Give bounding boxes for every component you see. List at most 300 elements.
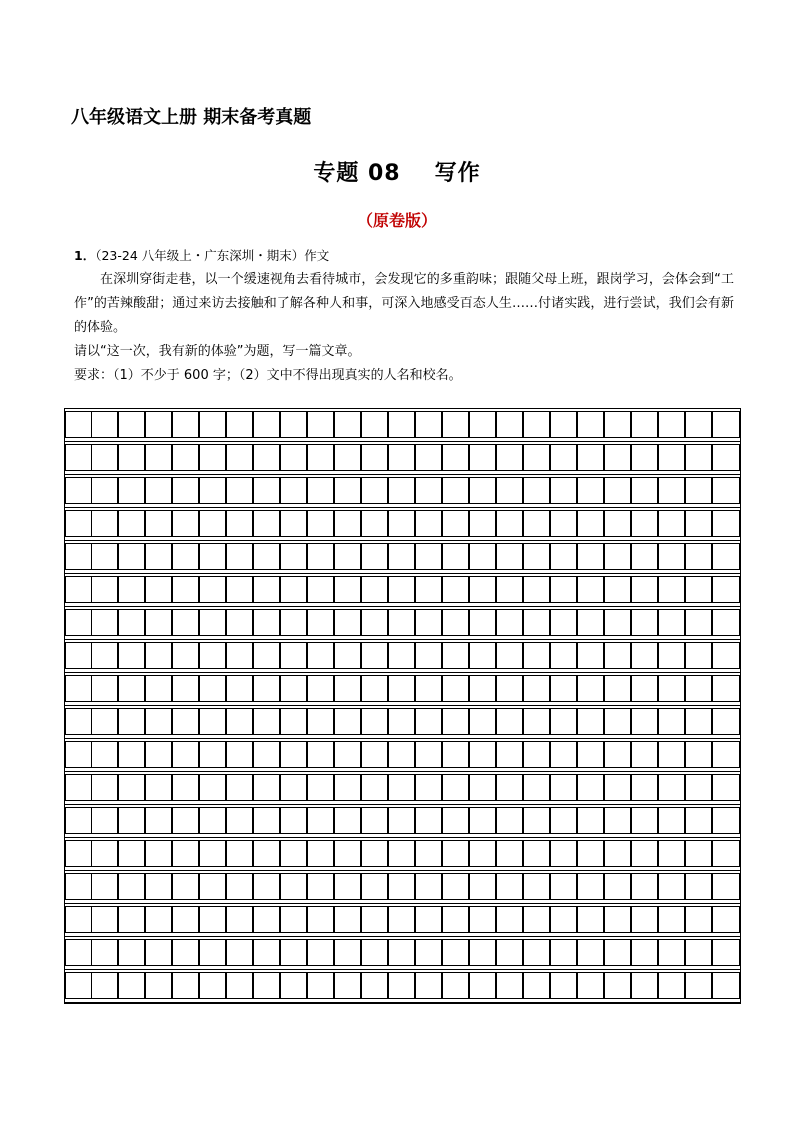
grid-cell[interactable] [388, 609, 415, 636]
grid-cell[interactable] [118, 873, 145, 900]
grid-cell[interactable] [361, 642, 388, 669]
grid-cell[interactable] [334, 972, 361, 999]
grid-cell[interactable] [361, 741, 388, 768]
grid-cell[interactable] [469, 543, 496, 570]
grid-cell[interactable] [280, 708, 307, 735]
grid-cell[interactable] [442, 840, 469, 867]
grid-cell[interactable] [145, 510, 172, 537]
grid-cell[interactable] [172, 939, 199, 966]
grid-cell[interactable] [334, 444, 361, 471]
grid-cell[interactable] [118, 510, 145, 537]
grid-cell[interactable] [199, 939, 226, 966]
grid-cell[interactable] [685, 609, 712, 636]
grid-cell[interactable] [658, 675, 685, 702]
grid-cell[interactable] [469, 840, 496, 867]
grid-cell[interactable] [685, 741, 712, 768]
grid-cell[interactable] [199, 510, 226, 537]
grid-cell[interactable] [658, 708, 685, 735]
grid-cell[interactable] [226, 510, 253, 537]
grid-cell[interactable] [685, 774, 712, 801]
grid-cell[interactable] [361, 873, 388, 900]
grid-cell[interactable] [496, 609, 523, 636]
grid-cell[interactable] [550, 477, 577, 504]
grid-cell[interactable] [550, 444, 577, 471]
grid-cell[interactable] [172, 609, 199, 636]
grid-cell[interactable] [145, 675, 172, 702]
grid-cell[interactable] [307, 510, 334, 537]
grid-cell[interactable] [91, 774, 118, 801]
grid-cell[interactable] [496, 807, 523, 834]
grid-cell[interactable] [91, 411, 118, 438]
grid-cell[interactable] [523, 873, 550, 900]
grid-cell[interactable] [145, 708, 172, 735]
grid-cell[interactable] [65, 708, 92, 735]
grid-cell[interactable] [65, 477, 92, 504]
grid-cell[interactable] [388, 543, 415, 570]
grid-cell[interactable] [307, 543, 334, 570]
grid-cell[interactable] [523, 411, 550, 438]
grid-cell[interactable] [604, 774, 631, 801]
grid-cell[interactable] [388, 807, 415, 834]
grid-cell[interactable] [604, 576, 631, 603]
grid-cell[interactable] [172, 807, 199, 834]
grid-cell[interactable] [415, 840, 442, 867]
grid-cell[interactable] [145, 972, 172, 999]
grid-cell[interactable] [334, 708, 361, 735]
grid-cell[interactable] [307, 774, 334, 801]
grid-cell[interactable] [361, 939, 388, 966]
grid-cell[interactable] [550, 675, 577, 702]
grid-cell[interactable] [469, 873, 496, 900]
grid-cell[interactable] [226, 939, 253, 966]
grid-cell[interactable] [604, 477, 631, 504]
grid-cell[interactable] [658, 543, 685, 570]
grid-cell[interactable] [415, 906, 442, 933]
grid-cell[interactable] [523, 609, 550, 636]
grid-cell[interactable] [469, 477, 496, 504]
grid-cell[interactable] [334, 477, 361, 504]
writing-grid[interactable] [64, 408, 741, 1004]
grid-cell[interactable] [631, 477, 658, 504]
grid-cell[interactable] [631, 840, 658, 867]
grid-cell[interactable] [631, 873, 658, 900]
grid-cell[interactable] [91, 642, 118, 669]
grid-cell[interactable] [172, 510, 199, 537]
grid-cell[interactable] [712, 741, 740, 768]
grid-cell[interactable] [172, 906, 199, 933]
grid-cell[interactable] [253, 807, 280, 834]
grid-cell[interactable] [469, 708, 496, 735]
grid-cell[interactable] [685, 642, 712, 669]
grid-cell[interactable] [253, 609, 280, 636]
grid-cell[interactable] [280, 543, 307, 570]
grid-cell[interactable] [65, 939, 92, 966]
grid-cell[interactable] [415, 576, 442, 603]
grid-cell[interactable] [307, 675, 334, 702]
grid-cell[interactable] [415, 939, 442, 966]
grid-cell[interactable] [334, 675, 361, 702]
grid-cell[interactable] [280, 807, 307, 834]
grid-cell[interactable] [361, 576, 388, 603]
grid-cell[interactable] [172, 675, 199, 702]
grid-cell[interactable] [631, 906, 658, 933]
grid-cell[interactable] [712, 444, 740, 471]
grid-cell[interactable] [631, 675, 658, 702]
grid-cell[interactable] [307, 609, 334, 636]
grid-cell[interactable] [658, 609, 685, 636]
grid-cell[interactable] [334, 774, 361, 801]
grid-cell[interactable] [442, 807, 469, 834]
grid-cell[interactable] [388, 510, 415, 537]
grid-cell[interactable] [469, 807, 496, 834]
grid-cell[interactable] [415, 807, 442, 834]
grid-cell[interactable] [307, 972, 334, 999]
grid-cell[interactable] [415, 972, 442, 999]
grid-cell[interactable] [145, 840, 172, 867]
grid-cell[interactable] [658, 741, 685, 768]
grid-cell[interactable] [199, 807, 226, 834]
grid-cell[interactable] [307, 477, 334, 504]
grid-cell[interactable] [604, 741, 631, 768]
grid-cell[interactable] [253, 972, 280, 999]
grid-cell[interactable] [469, 774, 496, 801]
grid-cell[interactable] [65, 444, 92, 471]
grid-cell[interactable] [118, 675, 145, 702]
grid-cell[interactable] [469, 444, 496, 471]
grid-cell[interactable] [226, 576, 253, 603]
grid-cell[interactable] [523, 774, 550, 801]
grid-cell[interactable] [253, 840, 280, 867]
grid-cell[interactable] [631, 939, 658, 966]
grid-cell[interactable] [334, 873, 361, 900]
grid-cell[interactable] [442, 411, 469, 438]
grid-cell[interactable] [118, 477, 145, 504]
grid-cell[interactable] [550, 873, 577, 900]
grid-cell[interactable] [334, 642, 361, 669]
grid-cell[interactable] [226, 906, 253, 933]
grid-cell[interactable] [65, 576, 92, 603]
grid-cell[interactable] [280, 642, 307, 669]
grid-cell[interactable] [604, 609, 631, 636]
grid-cell[interactable] [685, 510, 712, 537]
grid-cell[interactable] [604, 543, 631, 570]
grid-cell[interactable] [523, 444, 550, 471]
grid-cell[interactable] [199, 774, 226, 801]
grid-cell[interactable] [91, 510, 118, 537]
grid-cell[interactable] [685, 543, 712, 570]
grid-cell[interactable] [361, 807, 388, 834]
grid-cell[interactable] [172, 873, 199, 900]
grid-cell[interactable] [631, 741, 658, 768]
grid-cell[interactable] [469, 609, 496, 636]
grid-cell[interactable] [65, 972, 92, 999]
grid-cell[interactable] [388, 675, 415, 702]
grid-cell[interactable] [65, 411, 92, 438]
grid-cell[interactable] [280, 510, 307, 537]
grid-cell[interactable] [388, 708, 415, 735]
grid-cell[interactable] [523, 906, 550, 933]
grid-cell[interactable] [65, 510, 92, 537]
grid-cell[interactable] [577, 510, 604, 537]
grid-cell[interactable] [658, 642, 685, 669]
grid-cell[interactable] [253, 774, 280, 801]
grid-cell[interactable] [253, 741, 280, 768]
grid-cell[interactable] [604, 675, 631, 702]
grid-cell[interactable] [496, 444, 523, 471]
grid-cell[interactable] [523, 576, 550, 603]
grid-cell[interactable] [442, 576, 469, 603]
grid-cell[interactable] [361, 906, 388, 933]
grid-cell[interactable] [226, 642, 253, 669]
grid-cell[interactable] [523, 675, 550, 702]
grid-cell[interactable] [523, 840, 550, 867]
grid-cell[interactable] [118, 774, 145, 801]
grid-cell[interactable] [253, 708, 280, 735]
grid-cell[interactable] [199, 642, 226, 669]
grid-cell[interactable] [280, 411, 307, 438]
grid-cell[interactable] [577, 939, 604, 966]
grid-cell[interactable] [658, 477, 685, 504]
grid-cell[interactable] [65, 840, 92, 867]
grid-cell[interactable] [334, 906, 361, 933]
grid-cell[interactable] [334, 576, 361, 603]
grid-cell[interactable] [145, 576, 172, 603]
grid-cell[interactable] [118, 939, 145, 966]
grid-cell[interactable] [685, 576, 712, 603]
grid-cell[interactable] [253, 477, 280, 504]
grid-cell[interactable] [442, 477, 469, 504]
grid-cell[interactable] [712, 609, 740, 636]
grid-cell[interactable] [415, 741, 442, 768]
grid-cell[interactable] [685, 807, 712, 834]
grid-cell[interactable] [550, 411, 577, 438]
grid-cell[interactable] [550, 642, 577, 669]
grid-cell[interactable] [307, 840, 334, 867]
grid-cell[interactable] [496, 708, 523, 735]
grid-cell[interactable] [496, 840, 523, 867]
grid-cell[interactable] [65, 906, 92, 933]
grid-cell[interactable] [145, 411, 172, 438]
grid-cell[interactable] [415, 477, 442, 504]
grid-cell[interactable] [712, 411, 740, 438]
grid-cell[interactable] [469, 972, 496, 999]
grid-cell[interactable] [577, 807, 604, 834]
grid-cell[interactable] [199, 906, 226, 933]
grid-cell[interactable] [712, 708, 740, 735]
grid-cell[interactable] [496, 972, 523, 999]
grid-cell[interactable] [712, 477, 740, 504]
grid-cell[interactable] [496, 939, 523, 966]
grid-cell[interactable] [361, 444, 388, 471]
grid-cell[interactable] [388, 642, 415, 669]
grid-cell[interactable] [658, 411, 685, 438]
grid-cell[interactable] [361, 477, 388, 504]
grid-cell[interactable] [523, 477, 550, 504]
grid-cell[interactable] [199, 477, 226, 504]
grid-cell[interactable] [523, 741, 550, 768]
grid-cell[interactable] [280, 840, 307, 867]
grid-cell[interactable] [523, 807, 550, 834]
grid-cell[interactable] [118, 906, 145, 933]
grid-cell[interactable] [307, 807, 334, 834]
grid-cell[interactable] [604, 444, 631, 471]
grid-cell[interactable] [577, 477, 604, 504]
grid-cell[interactable] [145, 444, 172, 471]
grid-cell[interactable] [712, 840, 740, 867]
grid-cell[interactable] [145, 642, 172, 669]
grid-cell[interactable] [469, 741, 496, 768]
grid-cell[interactable] [442, 972, 469, 999]
grid-cell[interactable] [604, 873, 631, 900]
grid-cell[interactable] [253, 642, 280, 669]
grid-cell[interactable] [91, 840, 118, 867]
grid-cell[interactable] [442, 741, 469, 768]
grid-cell[interactable] [550, 840, 577, 867]
grid-cell[interactable] [442, 609, 469, 636]
grid-cell[interactable] [91, 609, 118, 636]
grid-cell[interactable] [442, 543, 469, 570]
grid-cell[interactable] [577, 972, 604, 999]
grid-cell[interactable] [91, 444, 118, 471]
grid-cell[interactable] [65, 741, 92, 768]
grid-cell[interactable] [145, 807, 172, 834]
grid-cell[interactable] [226, 708, 253, 735]
grid-cell[interactable] [118, 444, 145, 471]
grid-cell[interactable] [91, 939, 118, 966]
grid-cell[interactable] [65, 774, 92, 801]
grid-cell[interactable] [199, 972, 226, 999]
grid-cell[interactable] [442, 873, 469, 900]
grid-cell[interactable] [118, 642, 145, 669]
grid-cell[interactable] [253, 576, 280, 603]
grid-cell[interactable] [577, 444, 604, 471]
grid-cell[interactable] [712, 807, 740, 834]
grid-cell[interactable] [577, 906, 604, 933]
grid-cell[interactable] [415, 609, 442, 636]
grid-cell[interactable] [631, 972, 658, 999]
grid-cell[interactable] [712, 873, 740, 900]
grid-cell[interactable] [199, 675, 226, 702]
grid-cell[interactable] [145, 939, 172, 966]
grid-cell[interactable] [307, 741, 334, 768]
grid-cell[interactable] [496, 741, 523, 768]
grid-cell[interactable] [307, 411, 334, 438]
grid-cell[interactable] [91, 675, 118, 702]
grid-cell[interactable] [469, 411, 496, 438]
grid-cell[interactable] [631, 642, 658, 669]
grid-cell[interactable] [172, 411, 199, 438]
grid-cell[interactable] [523, 543, 550, 570]
grid-cell[interactable] [118, 708, 145, 735]
grid-cell[interactable] [631, 807, 658, 834]
grid-cell[interactable] [442, 939, 469, 966]
grid-cell[interactable] [226, 675, 253, 702]
grid-cell[interactable] [712, 642, 740, 669]
grid-cell[interactable] [496, 906, 523, 933]
grid-cell[interactable] [388, 939, 415, 966]
grid-cell[interactable] [118, 807, 145, 834]
grid-cell[interactable] [469, 906, 496, 933]
grid-cell[interactable] [685, 840, 712, 867]
grid-cell[interactable] [334, 840, 361, 867]
grid-cell[interactable] [118, 543, 145, 570]
grid-cell[interactable] [145, 543, 172, 570]
grid-cell[interactable] [550, 774, 577, 801]
grid-cell[interactable] [226, 873, 253, 900]
grid-cell[interactable] [496, 477, 523, 504]
grid-cell[interactable] [604, 840, 631, 867]
grid-cell[interactable] [685, 477, 712, 504]
grid-cell[interactable] [280, 741, 307, 768]
grid-cell[interactable] [658, 807, 685, 834]
grid-cell[interactable] [226, 444, 253, 471]
grid-cell[interactable] [280, 477, 307, 504]
grid-cell[interactable] [712, 939, 740, 966]
grid-cell[interactable] [172, 774, 199, 801]
grid-cell[interactable] [415, 675, 442, 702]
grid-cell[interactable] [550, 741, 577, 768]
grid-cell[interactable] [496, 576, 523, 603]
grid-cell[interactable] [145, 873, 172, 900]
grid-cell[interactable] [65, 873, 92, 900]
grid-cell[interactable] [280, 444, 307, 471]
grid-cell[interactable] [280, 873, 307, 900]
grid-cell[interactable] [91, 708, 118, 735]
grid-cell[interactable] [496, 543, 523, 570]
grid-cell[interactable] [415, 411, 442, 438]
grid-cell[interactable] [145, 741, 172, 768]
grid-cell[interactable] [226, 972, 253, 999]
grid-cell[interactable] [253, 510, 280, 537]
grid-cell[interactable] [550, 609, 577, 636]
grid-cell[interactable] [712, 675, 740, 702]
grid-cell[interactable] [631, 609, 658, 636]
grid-cell[interactable] [172, 972, 199, 999]
grid-cell[interactable] [631, 708, 658, 735]
grid-cell[interactable] [361, 609, 388, 636]
grid-cell[interactable] [442, 708, 469, 735]
grid-cell[interactable] [496, 411, 523, 438]
grid-cell[interactable] [199, 411, 226, 438]
grid-cell[interactable] [172, 543, 199, 570]
grid-cell[interactable] [253, 675, 280, 702]
grid-cell[interactable] [145, 477, 172, 504]
grid-cell[interactable] [91, 972, 118, 999]
grid-cell[interactable] [415, 543, 442, 570]
grid-cell[interactable] [334, 543, 361, 570]
grid-cell[interactable] [577, 543, 604, 570]
grid-cell[interactable] [199, 708, 226, 735]
grid-cell[interactable] [577, 774, 604, 801]
grid-cell[interactable] [388, 774, 415, 801]
grid-cell[interactable] [172, 741, 199, 768]
grid-cell[interactable] [145, 774, 172, 801]
grid-cell[interactable] [685, 411, 712, 438]
grid-cell[interactable] [118, 411, 145, 438]
grid-cell[interactable] [118, 609, 145, 636]
grid-cell[interactable] [307, 939, 334, 966]
grid-cell[interactable] [712, 576, 740, 603]
grid-cell[interactable] [550, 807, 577, 834]
grid-cell[interactable] [307, 642, 334, 669]
grid-cell[interactable] [172, 708, 199, 735]
grid-cell[interactable] [550, 708, 577, 735]
grid-cell[interactable] [577, 675, 604, 702]
grid-cell[interactable] [388, 444, 415, 471]
grid-cell[interactable] [307, 708, 334, 735]
grid-cell[interactable] [442, 642, 469, 669]
grid-cell[interactable] [712, 774, 740, 801]
